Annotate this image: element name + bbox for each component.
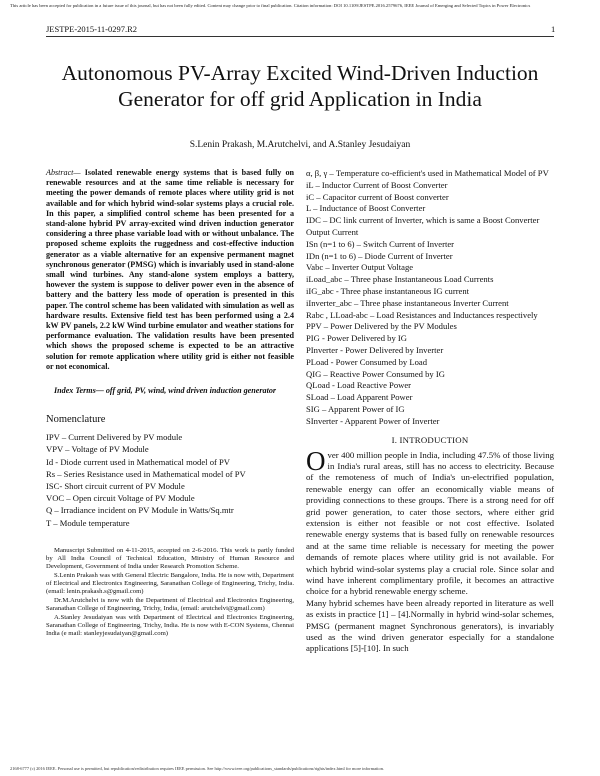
nomenclature-item: PLoad - Power Consumed by Load [306,356,428,367]
introduction-text: ver 400 million people in India, including 47.5% of those living in India's rural areas, still has no access to electricity. Because of the remoteness of much of India's un-electrified population, renewable energy can offer an economically viable means of providing connections to these groups. There is a strong need for off grid power generation, to cater those sectors, where either grid extension is either not feasible or not cost effective. Isolated renewable energy systems that is based fully on renewable resources and at the same time reliable is necessary for meeting the power demands of remote places where utility grid is not available. For which hybrid wind-solar systems play a crucial role. Since solar and wind have inherent complimentary profile, it becomes an attractive choice for a hybrid renewable energy scheme. [306,449,554,597]
nomenclature-item: QLoad - Load Reactive Power [306,380,411,391]
nomenclature-item: SIG – Apparent Power of IG [306,403,405,414]
nomenclature-heading: Nomenclature [46,414,106,426]
nomenclature-item: T – Module temperature [46,517,130,528]
nomenclature-list-right [306,168,554,428]
nomenclature-item: VPV – Voltage of PV Module [46,444,149,455]
right-column [306,168,554,655]
nomenclature-item: IPV – Current Delivered by PV module [46,432,183,443]
nomenclature-item: ISn (n=1 to 6) – Switch Current of Inverter [306,238,455,249]
nomenclature-item: PInverter - Power Delivered by Inverter [306,344,444,355]
nomenclature-item: IDn (n=1 to 6) – Diode Current of Inverter [306,250,453,261]
footnote: Manuscript Submitted on 4-11-2015, accepted on 2-6-2016. This work is partly funded by All India Council of Technical Education, Ministry of Human Resource and Development, Government of India under Research Promotion Scheme. [46,546,294,570]
footnotes [46,547,294,638]
footnote: Dr.M.Arutchelvi is now with the Department of Electrical and Electronics Engineering, Saranathan College of Engineering, Trichy, India, (email: arutchelvi@gmail.com) [46,596,294,612]
header-rule [46,36,554,37]
nomenclature-item: Id - Diode current used in Mathematical model of PV [46,456,230,467]
nomenclature-item: ISC- Short circuit current of PV Module [46,481,185,492]
nomenclature-item: α, β, γ – Temperature co-efficient's used in Mathematical Model of PV [306,168,549,178]
nomenclature-item: iInverter_abc – Three phase instantaneous Inverter Current [306,297,509,308]
drop-cap: O [306,445,326,476]
nomenclature-item: SInverter - Apparent Power of Inverter [306,415,440,426]
publication-notice: This article has been accepted for publication in a future issue of this journal, but has not been fully edited. Content may change prior to final publication. Citation information: DOI 10.1109/JESTPE.2016.2579676, IEEE Journal of Emerging and Selected Topics in Power Electronics [10,3,531,8]
journal-id: JESTPE-2015-11-0297.R2 [46,24,138,34]
abstract [46,168,294,372]
paper-title: Autonomous PV-Array Excited Wind-Driven Induction Generator for off grid Application in India [61,61,539,111]
footnote: A.Stanley Jesudaiyan was with Department of Electrical and Electronics Engineering, Saranathan College of Engineering, Trichy, India. He is now with E-CON Systems, Chennai India (e mail: stanleyjesudaiyan@gmail.com) [46,613,294,637]
author-list: S.Lenin Prakash, M.Arutchelvi, and A.Stanley Jesudaiyan [189,140,411,150]
introduction-heading: I. INTRODUCTION [391,434,469,445]
nomenclature-item: SLoad – Load Apparent Power [306,392,413,403]
nomenclature-item: PPV – Power Delivered by the PV Modules [306,321,457,332]
footnote: S.Lenin Prakash was with General Electric Bangalore, India. He is now with, Department of Electrical and Electronics Engineering, Saranathan College of Engineering, Trichy, India. (email: lenin.prakash.s@gmail.com) [46,571,294,595]
nomenclature-item: iC – Capacitor current of Boost converter [306,191,449,202]
abstract-text: Isolated renewable energy systems that is based fully on renewable resources and at the same time reliable is necessary for meeting the power demands of remote places where utility grid is not available and for which hybrid wind-solar systems plays a crucial role. In this paper, a simplified control scheme has been presented for a stand-alone hybrid PV array-excited wind driven induction generator considering a three phase variable load with or without unbalance. The proposed scheme exploits the ruggedness and cost-effective induction generator as a viable alternative for an expensive permanent magnet synchronous generator (PMSG) which is invariably used in stand-alone small wind turbines. Any stand-alone system employs a battery, however the system is suppose to deliver power even in the absence of battery and the battery less mode of operation is presented in this paper. The control scheme has been validated with simulation as well as hardware results. Extensive field test has been performed using a 2.4 kW PV panels, 2.2 kW Wind turbine emulator and weather stations for performance evaluation. The validation results have been presented which shows the proposed scheme is expected to be an attractive solution for remote application where utility grid is either not feasible or not economical. [46,168,294,371]
nomenclature-list-left [46,431,294,529]
abstract-label: Abstract— [46,168,81,177]
index-terms: Index Terms— off grid, PV, wind, wind driven induction generator [54,386,277,396]
nomenclature-item: IDC – DC link current of Inverter, which is same a Boost Converter Output Current [306,215,540,237]
nomenclature-item: iL – Inductor Current of Boost Converter [306,179,448,190]
introduction-paragraph-2: Many hybrid schemes have been already reported in literature as well as exists in practice [1] – [4].Normally in hybrid wind-solar schemes, PMSG (permanent magnet Synchronous generators), is invariably used as the wind driven generator especially for a standalone applications [5]-[10]. In such [306,597,554,654]
nomenclature-item: L – Inductance of Boost Converter [306,203,426,214]
page-number: 1 [551,24,556,34]
copyright-footer: 2168-6777 (c) 2016 IEEE. Personal use is permitted, but republication/redistribution requires IEEE permission. See http://www.ieee.org/publications_standards/publications/rights/index.html for more information. [10,766,384,771]
nomenclature-item: VOC – Open circuit Voltage of PV Module [46,493,195,504]
nomenclature-item: Rabc , LLoad-abc – Load Resistances and Inductances respectively [306,309,538,320]
nomenclature-item: Vabc – Inverter Output Voltage [306,262,414,273]
left-column [46,168,294,639]
introduction-paragraph [306,445,554,598]
nomenclature-item: QIG – Reactive Power Consumed by IG [306,368,445,379]
nomenclature-item: iIG_abc - Three phase instantaneous IG current [306,285,470,296]
nomenclature-item: Q – Irradiance incident on PV Module in Watts/Sq.mtr [46,505,234,516]
nomenclature-item: Rs – Series Resistance used in Mathematical model of PV [46,468,246,479]
nomenclature-item: iLoad_abc – Three phase Instantaneous Load Currents [306,274,494,285]
nomenclature-item: PIG - Power Delivered by IG [306,333,407,344]
